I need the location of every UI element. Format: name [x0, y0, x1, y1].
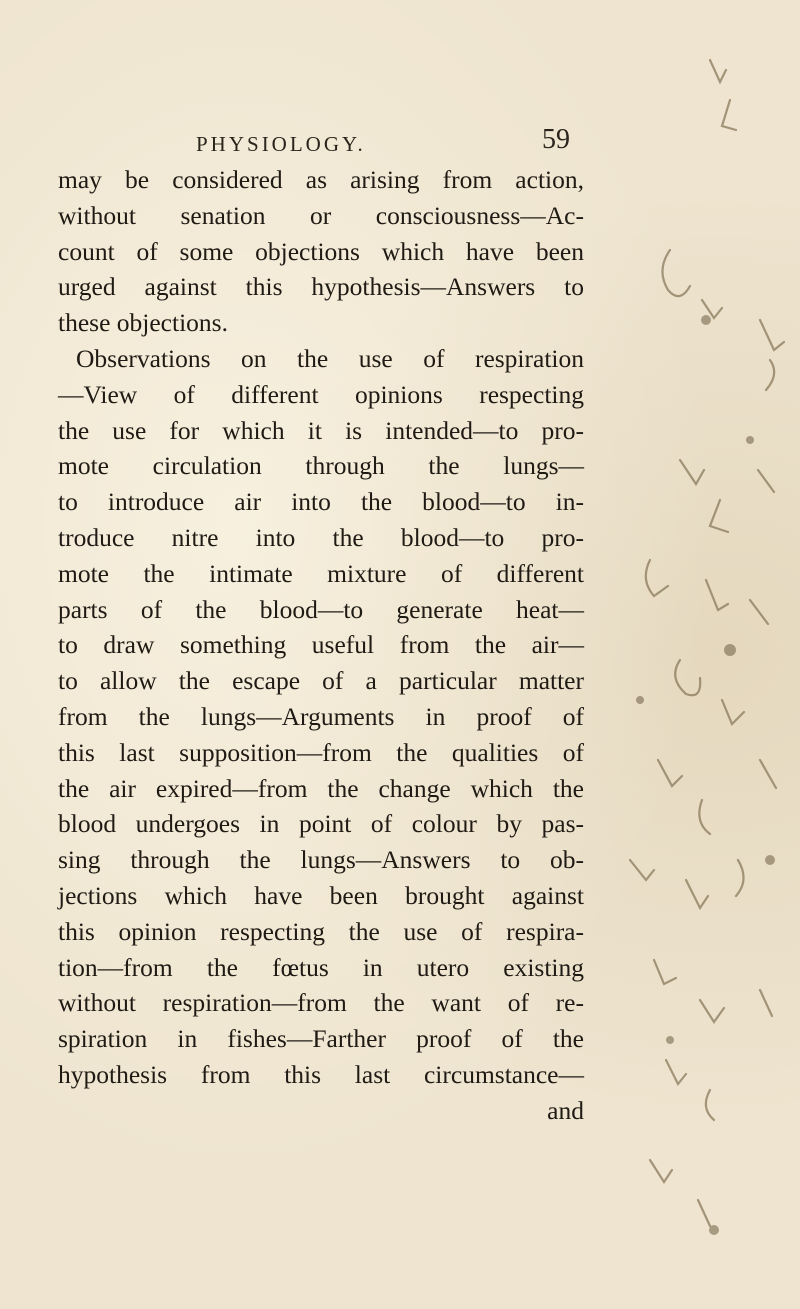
text-line: sing through the lungs—Answers to ob-: [58, 845, 584, 875]
text-line: urged against this hypothesis—Answers to: [58, 272, 584, 302]
text-line: parts of the blood—to generate heat—: [58, 594, 584, 624]
text-line: spiration in fishes—Farther proof of the: [58, 1024, 584, 1054]
text-line: from the lungs—Arguments in proof of: [58, 701, 584, 731]
text-line: the use for which it is intended—to pro-: [58, 415, 584, 445]
text-line: —View of different opinions respecting: [58, 379, 584, 409]
text-line: this last supposition—from the qualities of: [58, 737, 584, 767]
catchword: and: [547, 1095, 584, 1125]
page-number: 59: [542, 124, 570, 155]
show-through-marks: [610, 0, 800, 1309]
body-text: [58, 162, 584, 1129]
page-header: [196, 118, 596, 158]
text-line: to introduce air into the blood—to in-: [58, 487, 584, 517]
text-line: Observations on the use of respiration: [76, 343, 584, 373]
text-line: the air expired—from the change which the: [58, 773, 584, 803]
text-line: these objections.: [58, 308, 228, 338]
text-line: blood undergoes in point of colour by pas-: [58, 809, 584, 839]
text-line: tion—from the fœtus in utero existing: [58, 952, 584, 982]
text-line: to draw something useful from the air—: [58, 630, 584, 660]
text-line: mote the intimate mixture of different: [58, 558, 584, 588]
text-line: troduce nitre into the blood—to pro-: [58, 522, 584, 552]
text-line: this opinion respecting the use of respira-: [58, 916, 584, 946]
text-line: hypothesis from this last circumstance—: [58, 1059, 584, 1089]
text-line: may be considered as arising from action,: [58, 165, 584, 194]
text-line: mote circulation through the lungs—: [58, 451, 584, 481]
text-line: count of some objections which have been: [58, 236, 584, 266]
text-line: without senation or consciousness—Ac-: [58, 200, 584, 230]
text-line: jections which have been brought against: [58, 880, 584, 910]
text-line: to allow the escape of a particular matter: [58, 666, 584, 696]
text-line: without respiration—from the want of re-: [58, 988, 584, 1018]
running-head: PHYSIOLOGY.: [196, 132, 366, 156]
